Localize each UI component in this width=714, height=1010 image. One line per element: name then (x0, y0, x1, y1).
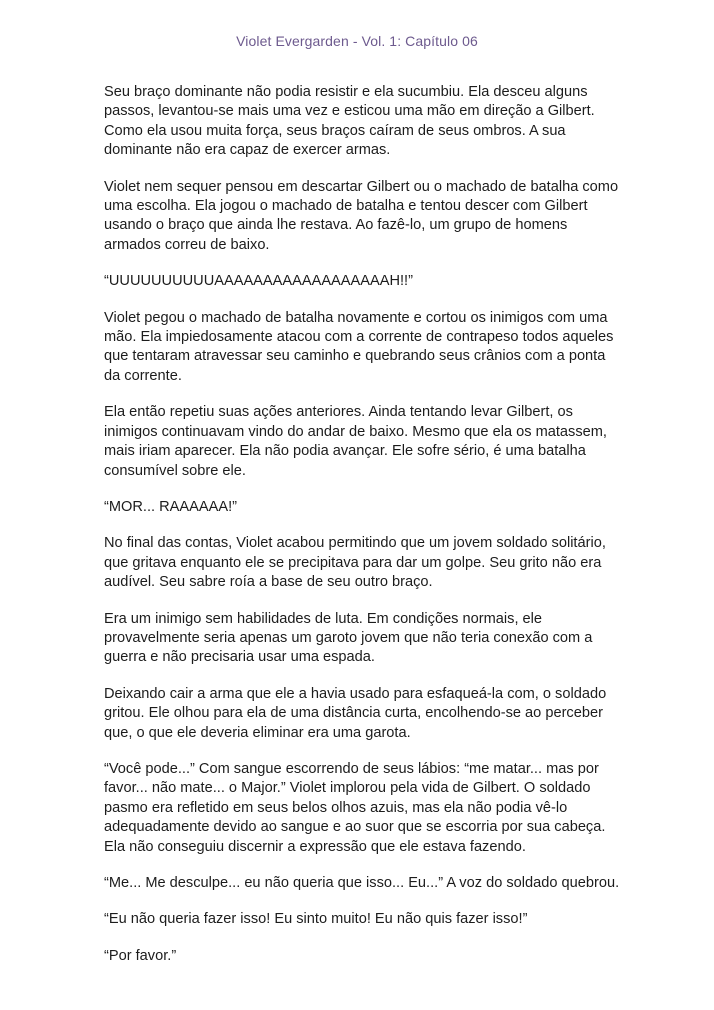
paragraph-1: Seu braço dominante não podia resistir e ela sucumbiu. Ela desceu alguns passos, levantou-se mais uma vez e esticou uma mão em direção a Gilbert. Como ela usou muita força, seus braços caíram de seus ombros. A sua dominante não era capaz de exercer armas. (104, 84, 595, 159)
page-header-title: Violet Evergarden - Vol. 1: Capítulo 06 (236, 33, 478, 49)
paragraph-13: “Por favor.” (104, 947, 177, 964)
paragraph-9: Deixando cair a arma que ele a havia usado para esfaqueá-la com, o soldado gritou. Ele olhou para ela de uma distância curta, encolhendo-se ao perceber que, o que ele deveria eliminar era uma garota. (104, 685, 607, 741)
paragraph-4: Violet pegou o machado de batalha novamente e cortou os inimigos com uma mão. Ela impiedosamente atacou com a corrente de contrapeso todos aqueles que tentaram atravessar seu caminho e quebrando seus crânios com a ponta da corrente. (104, 309, 614, 384)
paragraph-12: “Eu não queria fazer isso! Eu sinto muito! Eu não quis fazer isso!” (104, 911, 528, 928)
paragraph-6: “MOR... RAAAAAA!” (104, 498, 237, 515)
paragraph-2: Violet nem sequer pensou em descartar Gilbert ou o machado de batalha como uma escolha. Ela jogou o machado de batalha e tentou descer com Gilbert usando o braço que ainda lhe restava. Ao fazê-lo, um grupo de homens armados correu de baixo. (104, 178, 619, 253)
paragraph-5: Ela então repetiu suas ações anteriores. Ainda tentando levar Gilbert, os inimigos continuavam vindo do andar de baixo. Mesmo que ela os matassem, mais iriam aparecer. Ela não podia avançar. Ele sofre sério, é uma batalha consumível sobre ele. (104, 404, 607, 479)
paragraph-8: Era um inimigo sem habilidades de luta. Em condições normais, ele provavelmente seria apenas um garoto jovem que não teria conexão com a guerra e não precisaria usar uma espada. (104, 610, 593, 666)
paragraph-10: “Você pode...” Com sangue escorrendo de seus lábios: “me matar... mas por favor... não mate... o Major.” Violet implorou pela vida de Gilbert. O soldado pasmo era refletido em seus belos olhos azuis, mas ela não podia vê-lo adequadamente devido ao sangue e ao suor que se escorria por sua cabeça. Ela não conseguiu discernir a expressão que ele estava fazendo. (104, 760, 606, 855)
paragraph-3: “UUUUUUUUUUAAAAAAAAAAAAAAAAAAH!!” (104, 273, 413, 290)
paragraph-11: “Me... Me desculpe... eu não queria que isso... Eu...” A voz do soldado quebrou. (104, 875, 620, 891)
paragraph-7: No final das contas, Violet acabou permitindo que um jovem soldado solitário, que gritava enquanto ele se precipitava para dar um golpe. Seu grito não era audível. Seu sabre roía a base de seu outro braço. (104, 535, 606, 591)
chapter-body (104, 83, 624, 983)
